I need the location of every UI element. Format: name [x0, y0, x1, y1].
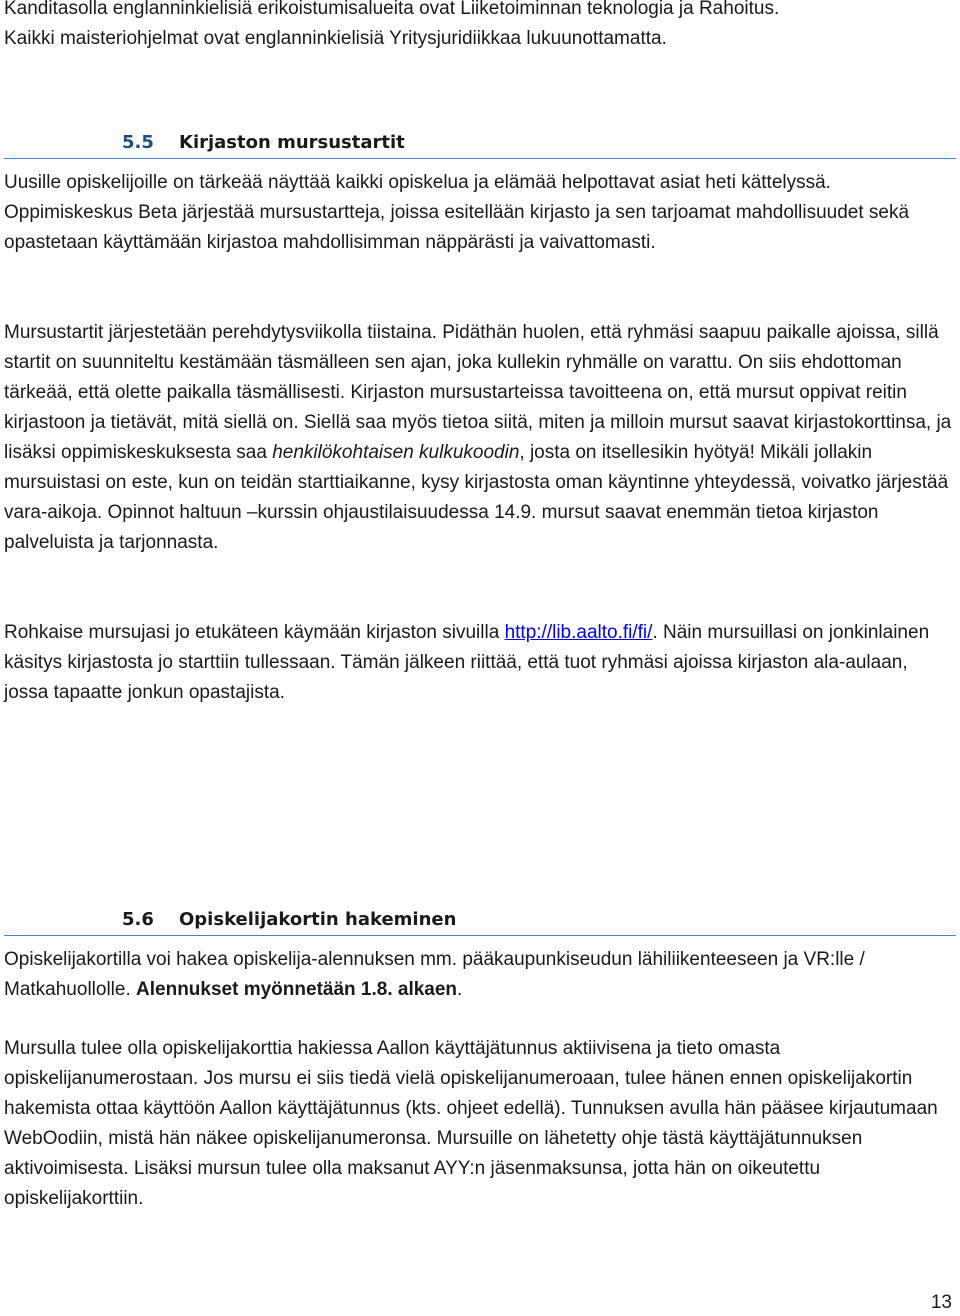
library-link[interactable]: http://lib.aalto.fi/fi/	[504, 622, 653, 643]
page-number: 13	[930, 1292, 952, 1313]
intro-line-1: Kanditasolla englanninkielisiä erikoistumisalueita ovat Liiketoiminnan teknologia ja Rahoitus.	[4, 0, 780, 19]
section-5-6-paragraph-1	[4, 945, 956, 1005]
section-number: 5.5	[122, 132, 154, 153]
s56-p1-text-end: .	[457, 979, 463, 1000]
s56-p1-text-start: Opiskelijakortilla voi hakea opiskelija-alennuksen mm. pääkaupunkiseudun lähiliikenteeseen ja VR:lle / Matkahuollolle.	[4, 949, 865, 1000]
s56-p1-bold-text: Alennukset myönnetään 1.8. alkaen	[136, 979, 458, 1000]
intro-paragraph	[4, 0, 956, 54]
section-5-5-paragraph-2	[4, 318, 956, 558]
section-5-5-paragraph-1: Uusille opiskelijoille on tärkeää näyttää kaikki opiskelua ja elämää helpottavat asiat heti kättelyssä. Oppimiskeskus Beta järjestää mursustartteja, joissa esitellään kirjasto ja sen tarjoamat mahdollisuudet sekä opastetaan käyttämään kirjastoa mahdollisimman näppärästi ja vaivattomasti.	[4, 172, 910, 253]
section-number: 5.6	[122, 909, 154, 930]
p3-text-start: Rohkaise mursujasi jo etukäteen käymään kirjaston sivuilla	[4, 622, 505, 643]
p2-text-end: , josta on itsellesikin hyötyä! Mikäli jollakin mursuistasi on este, kun on teidän starttiaikanne, kysy kirjastosta oman käyntinne yhteydessä, voivatko järjestää vara-aikoja. Opinnot haltuun –kurssin ohjaustilaisuudessa 14.9. mursut saavat enemmän tietoa kirjaston palveluista ja tarjonnasta.	[4, 442, 949, 553]
p3-text-end: . Näin mursuillasi on jonkinlainen käsitys kirjastosta jo starttiin tullessaan. Tämän jälkeen riittää, että tuot ryhmäsi ajoissa kirjaston ala-aulaan, jossa tapaatte jonkun opastajista.	[4, 622, 930, 703]
section-5-5-paragraph-3	[4, 618, 956, 708]
section-title: Opiskelijakortin hakeminen	[179, 909, 457, 930]
section-heading-5-5	[4, 126, 956, 159]
intro-line-2: Kaikki maisteriohjelmat ovat englanninkielisiä Yritysjuridiikkaa lukuunottamatta.	[4, 28, 667, 49]
p2-text-start: Mursustartit järjestetään perehdytysviikolla tiistaina. Pidäthän huolen, että ryhmäsi saapuu paikalle ajoissa, sillä startit on suunniteltu kestämään täsmälleen sen ajan, joka kullekin ryhmälle on varattu. On siis ehdottoman tärkeää, että olette paikalla täsmällisesti. Kirjaston mursustarteissa tavoitteena on, että mursut oppivat reitin kirjastoon ja tietävät, mitä siellä on. Siellä saa myös tietoa siitä, miten ja milloin mursut saavat kirjastokorttinsa, ja lisäksi oppimiskeskuksesta saa	[4, 322, 952, 463]
section-5-6-paragraph-2: Mursulla tulee olla opiskelijakorttia hakiessa Aallon käyttäjätunnus aktiivisena ja tieto omasta opiskelijanumerostaan. Jos mursu ei siis tiedä vielä opiskelijanumeroaan, tulee hänen ennen opiskelijakortin hakemista ottaa käyttöön Aallon käyttäjätunnus (kts. ohjeet edellä). Tunnuksen avulla hän pääsee kirjautumaan WebOodiin, mistä hän näkee opiskelijanumeronsa. Mursuille on lähetetty ohje tästä käyttäjätunnuksen aktivoimisesta. Lisäksi mursun tulee olla maksanut AYY:n jäsenmaksunsa, jotta hän on oikeutettu opiskelijakorttiin.	[4, 1038, 938, 1209]
section-title: Kirjaston mursustartit	[179, 132, 405, 153]
section-heading-5-6	[4, 903, 956, 936]
p2-italic-text: henkilökohtaisen kulkukoodin	[272, 442, 520, 463]
